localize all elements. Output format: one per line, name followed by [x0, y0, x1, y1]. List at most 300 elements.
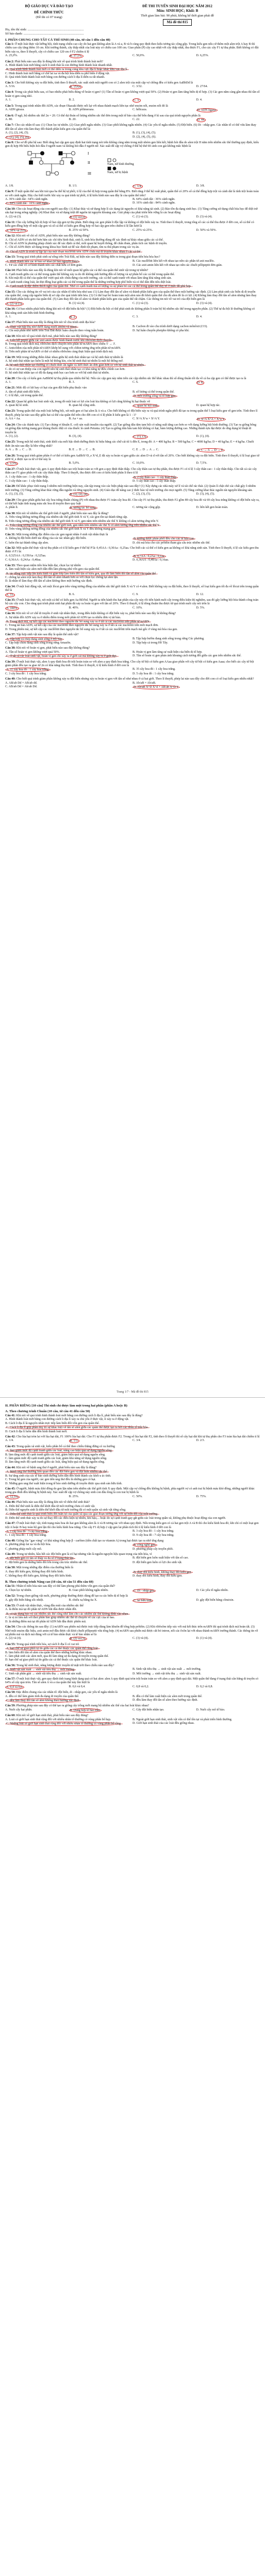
- question-text: Ở một quần thể sau khi trải qua ba thế hệ tự phối, tỉ lệ của thể dị hợp trong quần thể bằng 8%. Biết rằng ở thế hệ xuất phát, quần thể có 20% số cá thể đồng hợp trội và cánh dài là tính trội hoàn toàn so với cánh ngắn. Hãy cho biết trước khi xảy ra quá trình tự phối, tỉ lệ kiểu hình nào sau đây là của quần thể trên?: [5, 190, 259, 197]
- answer-option: [132, 118, 196, 122]
- question-stem: [5, 585, 260, 593]
- answer-option-text: D. 3/8.: [196, 184, 205, 188]
- question-text: Khi nói về quá trình hình thành loài mới bằng con đường cách li địa lí, phát biểu nào sau đây là đúng?: [16, 1414, 143, 1417]
- answer-option: [69, 98, 133, 103]
- answer-option-text: D. Giới hạn sinh thái của các loài đều giống nhau.: [132, 1722, 195, 1725]
- answer-option-text: B. 3.: [69, 381, 75, 384]
- question-item: [5, 105, 260, 113]
- answer-option: [132, 54, 196, 58]
- answer-option: [5, 537, 132, 541]
- answer-option-text: C. 6.: [132, 381, 139, 384]
- question-number: Câu 4:: [5, 91, 14, 94]
- answer-option: [5, 239, 260, 242]
- answer-option-text: D. Môi trường → sinh vật tiêu thụ → sinh vật sản xuất.: [132, 1672, 202, 1675]
- answer-option: [5, 1637, 69, 1641]
- answer-option-text-circled: C. Ở tất cả các loài sinh vật, hoán vị gen chỉ xảy ra ở giới cái mà không xảy ra ở giới đực.: [6, 655, 118, 658]
- answer-option: [69, 229, 133, 233]
- answer-option-text-circled: A. 1 cây hoa đỏ : 3 cây hoa trắng.: [6, 1530, 48, 1533]
- answer-options: [5, 476, 260, 484]
- answer-option-text: B. Trong quá trình dịch mã, ribôxôm dịch chuyển trên phân tử mARN theo chiều 5' → 3'.: [5, 343, 116, 346]
- question-item: [5, 356, 260, 376]
- answer-option-text: D. đều làm thay đổi tần số alen theo hướng xác định.: [132, 1699, 198, 1702]
- question-item: [5, 440, 260, 452]
- answer-option: [69, 85, 133, 89]
- question-item: [5, 499, 260, 511]
- question-number: Câu 50:: [5, 1566, 16, 1570]
- question-item: [5, 1522, 260, 1538]
- answer-option-text: C. Trong hệ gen của người, các gen tiền ung thư đều là những gen có hại.: [5, 1478, 96, 1482]
- answer-option-text: B. làm biến đổi tần số alen của quần thể theo những hướng khác nhau.: [5, 1651, 92, 1654]
- answer-option-text-circled: A. làm giảm mức độ cạnh tranh giữa các loài, nâng cao hiệu quả sử dụng nguồn sống.: [6, 1449, 113, 1453]
- question-stem: [5, 660, 260, 668]
- answer-option-text-circled: B. Dung hợp tế bào trần.: [70, 1708, 101, 1712]
- question-text: Ở người, bệnh máu khó đông do gen lặn nằm trên nhiễm sắc thể giới tính X quy định. Một cặp vợ chồng đều không bị bệnh, phía người vợ có anh trai bị bệnh máu khó đông, những người khác trong gia đình đều không bị bệnh này. Xác suất để cặp vợ chồng này sinh con đầu lòng là con trai bị bệnh là: [5, 1487, 255, 1495]
- question-item: [5, 308, 260, 319]
- answer-option: [5, 1658, 260, 1662]
- answer-option: [5, 67, 260, 72]
- answer-option: [132, 1439, 196, 1443]
- answer-options: [5, 229, 260, 233]
- question-item: [5, 1445, 260, 1465]
- answer-option-text: C. làm giảm mức độ cạnh tranh giữa các loài, giảm khả năng sử dụng nguồn sống.: [5, 1457, 107, 1461]
- answer-options: [5, 131, 260, 140]
- answer-option-text: B. 20.: [69, 117, 77, 121]
- question-text: Cho biết không xảy ra đột biến, tính theo lí thuyết, xác suất sinh một người con có 2 alen trội của một cặp vợ chồng đều có kiểu gen AaBbDd là: [14, 81, 193, 84]
- answer-option-text: B. 5,0%.: [69, 462, 80, 465]
- answer-option: [5, 131, 132, 135]
- answer-option: [196, 462, 260, 466]
- answer-option: [132, 1722, 260, 1726]
- answer-option: [5, 593, 69, 597]
- answer-option: [132, 480, 260, 483]
- question-stem: [5, 633, 260, 637]
- answer-option: [5, 1672, 132, 1676]
- question-item: [5, 633, 260, 645]
- answer-option-text: A. AA × Aa.: [5, 417, 21, 421]
- answer-option: [69, 1589, 133, 1593]
- answer-option: [5, 260, 132, 264]
- answer-option: [132, 131, 260, 135]
- question-text: Để khắc phục tình trạng ô nhiễm môi trường hiện nay, cần tập trung vào các biện pháp nào sau đây? (1) Xây dựng các nhà máy xử lí và tái chế rác thải. (2) Quản lí chặt chẽ các chất gây ô nhiễm môi trường. (3) Tăng cường khai thác rừng đầu nguồn và rừng nguyên sinh. (4) Giáo dục để nâng cao ý thức bảo vệ môi trường cho mọi người. (5) Tăng cường khai thác nguồn tài nguyên khoáng sản.: [5, 485, 256, 492]
- answer-option: [5, 1418, 260, 1421]
- question-number: Câu 13:: [5, 256, 16, 259]
- answer-option: [5, 1461, 260, 1464]
- question-text: Trong quần xã sinh vật, kiểu phân bố cá thể theo chiều thẳng đứng có xu hướng: [16, 1445, 115, 1448]
- question-stem: [5, 114, 260, 118]
- answer-option-text: C. (2), (3), (5).: [132, 493, 151, 496]
- answer-option-text: A. ADN giraza.: [5, 108, 25, 112]
- question-text: Nhân tố tiến hóa nào sau đây có thể làm phong phú thêm vốn gen của quần thể?: [16, 1585, 115, 1588]
- answer-options: [5, 325, 260, 333]
- answer-option-text-circled: B. 0,7AA : 0,2Aa : 0,1aa.: [134, 554, 165, 558]
- answer-option: [5, 184, 69, 189]
- question-text: Cho sơ đồ phả hệ sau: Biết rằng hai cặp gen quy định hai tính trạng nói trên không cùng nằm trong một nhóm gen liên kết; bệnh hói đầu do alen trội H nằm trên nhiễm sắc thể thường quy định, kiểu gen dị hợp Hh biểu hiện hói đầu ở người nam và không hói đầu ở người nữ. Xác suất để cặp vợ chồng ở thế hệ thứ III sinh con gái không mắc bệnh là: [5, 141, 259, 148]
- section-standard: A. Theo chương trình Chuẩn (10 câu, từ câu 41 đến câu 50): [5, 1410, 90, 1413]
- question-text: Phát biểu nào sau đây là đúng khi nói về mối quan hệ giữa các cá thể của quần thể sinh vật trong tự nhiên?: [16, 269, 148, 273]
- question-item: [5, 1595, 260, 1603]
- legend-normal: [107, 158, 134, 166]
- answer-option-text: A. không bị đột biến dưới tác động của các tác nhân gây đột biến.: [5, 537, 87, 540]
- question-item: [5, 423, 260, 439]
- question-text: Cho cây có kiểu gen AaBbDd tự thụ phấn qua nhiều thế hệ. Nếu các cặp gen này nằm trên các cặp nhiễm sắc thể khác nhau thì số dòng thuần tối đa về cả ba cặp gen có thể được tạo ra là: [16, 377, 246, 380]
- answer-option: [196, 606, 260, 611]
- question-item: [5, 60, 260, 80]
- question-number: Câu 17:: [5, 321, 16, 325]
- answer-options: [5, 1556, 260, 1565]
- answer-option-text-circled: A. 100%.: [6, 606, 18, 610]
- question-stem: [5, 377, 260, 381]
- answer-option: [132, 1574, 260, 1578]
- question-number: Câu 56:: [5, 1664, 16, 1667]
- question-number: Câu 39:: [5, 660, 16, 664]
- answer-option-text-circled: B. (1), (2), (4).: [70, 493, 88, 497]
- answer-option-text-circled: B. (2) và (3).: [70, 1637, 86, 1641]
- answer-option: [5, 616, 260, 620]
- question-number: Câu 32:: [5, 547, 16, 550]
- answer-option-text: D. Tần số hoán vị gen phản ánh khoảng cách tương đối giữa các gen trên nhiễm sắc thể.: [132, 654, 242, 658]
- answer-option: [5, 1668, 132, 1672]
- answer-options: [5, 1668, 260, 1676]
- answer-option-text: D. Diễn thế sinh thái xảy ra do sự thay đổi các điều kiện tự nhiên, khí hậu,... hoặc do sự cạnh tranh gay gắt giữa các loài trong quần xã, không phụ thuộc hoạt động của con người.: [5, 1516, 226, 1520]
- answer-option: [5, 572, 260, 576]
- answer-options: [5, 537, 260, 545]
- answer-option-text: D. Các yếu tố ngẫu nhiên.: [196, 1588, 228, 1592]
- answer-options: [5, 616, 260, 632]
- answer-option: [196, 85, 260, 89]
- answer-option: [5, 554, 132, 558]
- answer-option-text: B. Aa × aa.: [69, 417, 83, 421]
- answer-options: [5, 184, 260, 189]
- answer-option: [69, 404, 133, 408]
- answer-option: [69, 1637, 133, 1641]
- answer-option-text: C. 1 cây hoa đỏ : 1 cây hoa trắng.: [5, 1534, 47, 1537]
- question-text: Ở ngô, bộ nhiễm sắc thể 2n = 20. Có thể dự đoán số lượng nhiễm sắc thể đơn trong một tế bào của thể bốn đang ở kì sau của quá trình nguyên phân là: [14, 114, 201, 117]
- answer-option-text: B. Tập hợp bướm đang sinh sống trong rừng Cúc phương.: [132, 637, 205, 640]
- answer-options: [5, 391, 260, 399]
- answer-option: [5, 350, 260, 354]
- answer-option-text-circled: B. hệ sinh thái nhân tạo thường có chuỗi thức ăn ngắn và lưới thức ăn đơn giản hơn so với hệ sinh thái tự nhiên.: [6, 364, 145, 367]
- answer-option: [132, 448, 196, 452]
- answer-option: [5, 1439, 69, 1443]
- pedigree-gen-3: III: [88, 171, 91, 176]
- answer-option: [69, 118, 133, 122]
- question-number: Câu 16:: [5, 308, 16, 311]
- answer-option: [5, 371, 260, 375]
- answer-option: [132, 85, 196, 89]
- answer-option: [132, 1570, 260, 1574]
- answer-options: [5, 682, 260, 690]
- question-list-advanced: [5, 1585, 260, 1726]
- question-stem: [5, 124, 260, 131]
- question-number: Câu 37:: [5, 633, 16, 637]
- pedigree-gen-2: II: [88, 160, 90, 165]
- answer-option: [196, 1495, 260, 1499]
- question-stem: [5, 60, 260, 64]
- answer-option-text: C. 3.: [132, 315, 139, 318]
- answer-option: [5, 394, 132, 398]
- answer-option-text-circled: B. Trong dịch mã, sự kết cặp các nuclêôtit theo nguyên tắc bổ sung xảy ra ở tất cả các nuclêôtit trên phân tử mARN.: [6, 620, 151, 623]
- answer-option: [132, 685, 260, 689]
- question-text: Trong các phát biểu sau, có bao nhiêu phát biểu đúng về hoán vị gen? (1) Tần số hoán vị gen không vượt quá 50%. (2) Hoán vị gen làm tăng biến dị tổ hợp. (3) Các gen nằm càng gần nhau thì tần số hoán vị gen càng nhỏ.: [5, 91, 260, 98]
- question-stem: [5, 1466, 260, 1470]
- section-advanced: B. Theo chương trình Nâng cao (10 câu, từ câu 51 đến câu 60): [5, 1580, 94, 1584]
- question-text: Khi nói về cơ chế di truyền ở sinh vật nhân thực, trong điều kiện không có đột biến xảy ra, phát biểu nào sau đây là không đúng?: [16, 612, 176, 616]
- answer-option-text: C. phương pháp nuôi cấy mô.: [5, 1547, 42, 1551]
- answer-option: [196, 417, 260, 421]
- answer-option: [5, 1534, 132, 1537]
- question-item: [5, 547, 260, 563]
- question-item: [5, 124, 260, 140]
- question-number: Câu 1:: [5, 43, 14, 46]
- question-item: [5, 114, 260, 123]
- question-stem: [5, 356, 260, 360]
- question-text: Cho giao phấn giữa hai cây hoa trắng thuần chủng (P) với nhau thu được F1 toàn cây hoa đỏ. Cho cây F1 tự thụ phấn, thu được F2 gồm 89 cây hoa đỏ và 69 cây hoa trắng không có đột biến xảy ra, có thể kết luận tính trạng màu sắc hoa di truyền theo quy luật: [5, 498, 260, 505]
- answer-option: [196, 1439, 260, 1443]
- answer-option: [69, 593, 133, 597]
- question-number: Câu 57:: [5, 1677, 16, 1681]
- answer-option: [196, 302, 260, 306]
- question-number: Câu 21:: [5, 386, 16, 390]
- answer-option-text: B. 3 cây hoa đỏ : 1 cây hoa trắng.: [132, 1529, 174, 1533]
- question-stem: [5, 190, 260, 198]
- answer-option-text: B. Hoán vị gen làm tăng sự xuất hiện của biến dị tổ hợp.: [132, 650, 203, 654]
- answer-option-text: C. 10%.: [132, 606, 143, 609]
- pedigree-chart: [26, 150, 103, 182]
- answer-options: [5, 1543, 260, 1551]
- answer-option: [132, 1637, 196, 1641]
- answer-option: [132, 1708, 196, 1713]
- answer-option: [5, 54, 69, 58]
- answer-option: [132, 215, 196, 219]
- question-item: [5, 208, 260, 219]
- answer-option-text: B. 2.: [69, 98, 75, 102]
- answer-option: [69, 215, 133, 219]
- question-item: [5, 321, 260, 333]
- answer-option-text: A. là điểm mà tại đó phân tử ADN bắt đầu được nhân đôi.: [5, 1608, 77, 1612]
- answer-option-text: C. Hình thành loài mới bằng cơ chế lai xa và đa bội hóa diễn ra phổ biến ở động vật.: [5, 72, 110, 75]
- answer-option-text: B. (1) và (4).: [69, 301, 85, 305]
- answer-option: [5, 1570, 132, 1574]
- answer-option-text: B. (3), (4).: [69, 434, 82, 438]
- answer-option-text: C. Chỉ một phần nhỏ nước trên Trái Đất được luân chuyển theo vòng tuần hoàn.: [5, 329, 104, 333]
- answer-option-text: C. 9.: [132, 592, 139, 596]
- answer-option-text-circled: C. (1), (4), (5), (6).: [6, 135, 30, 139]
- question-number: Câu 54:: [5, 1625, 16, 1629]
- answer-options: [5, 668, 260, 676]
- answer-options: [5, 338, 260, 354]
- answer-options: [5, 118, 260, 122]
- answer-option-text: C. làm phát sinh các alen mới, qua đó làm tăng sự đa dạng di truyền trong quần thể.: [5, 1654, 109, 1658]
- answer-options: [5, 1530, 260, 1538]
- question-stem: [5, 335, 260, 338]
- answer-option: [5, 668, 132, 672]
- question-item: [5, 585, 260, 597]
- answer-option-text: C. Sinh vật phân giải → sinh vật tiêu thụ → sinh vật sản xuất.: [5, 1672, 82, 1675]
- answer-options: [5, 462, 260, 466]
- answer-option: [5, 1548, 132, 1551]
- answer-option-text: D. Quá trình hình thành loài mới bằng con đường cách li địa lí diễn ra rất nhanh.: [5, 76, 105, 79]
- answer-option-text: B. 64% cánh dài : 36% cánh ngắn.: [132, 197, 175, 201]
- section-own: II. PHẦN RIÊNG [10 câu] Thí sinh chỉ được làm một trong hai phần (phần A hoặc B): [5, 1404, 127, 1408]
- answer-option-text: D. 50% và 50%.: [196, 228, 217, 232]
- answer-option: [5, 1647, 260, 1651]
- answer-option: [5, 1453, 260, 1457]
- affected-symbols-icon: [107, 166, 118, 171]
- answer-options: [5, 1685, 260, 1689]
- answer-option-text-circled: B. không được phân phối đều cho các tế bào con.: [134, 537, 195, 541]
- answer-option-text: D. liên kết gen hoàn toàn.: [196, 506, 228, 510]
- answer-options: [5, 198, 260, 206]
- answer-option-text: C. 0,36AA : 0,24Aa : 0,40aa.: [5, 558, 41, 562]
- answer-option-text: A. Chỉ số ADN có ưu thế hơn hẳn các chỉ tiêu hình thái, sinh lí, sinh hóa thường dùng để xác định sự khác nhau giữa các cá thể.: [5, 238, 164, 242]
- question-text: Ở một loài thực vật lưỡng bội, tính trạng chiều cao cây do hai gen không alen là A và a, B và b cùng quy định theo kiểu tương tác cộng gộp. Trong kiểu gen nếu cứ thêm một alen trội A hay B thì chiều cao cây tăng thêm 10 cm. Khi trưởng thành, cây thấp nhất của loài này có chiều cao 100 cm. Giao phấn (P) cây cao nhất với cây thấp nhất, thu được F1, cho các cây F1 tự thụ phấn. Biết không có đột biến xảy ra, theo lí thuyết, cây có chiều cao 120 cm ở F2 chiếm tỉ lệ: [5, 43, 259, 54]
- answer-option: [69, 448, 133, 452]
- answer-option-text-circled: D. C → A → D → E.: [197, 449, 224, 452]
- question-item: [5, 533, 260, 545]
- question-number: Câu 28:: [5, 485, 16, 488]
- answer-option-text-circled: A. Hình thành nên các tế bào sơ khai (tế bào nguyên thủy).: [6, 260, 79, 263]
- answer-option-text: A. hệ sinh thái nhân tạo luôn là một hệ thống kín, còn hệ sinh thái tự nhiên là một hệ thống mở.: [5, 360, 124, 363]
- question-text: Cho các hoạt động của con người sau đây: (1) Khai thác và sử dụng hợp lí các dạng tài nguyên có khả năng tái sinh. (2) Bảo tồn đa dạng sinh học. (3) Tăng cường sử dụng chất hóa học để diệt trừ sâu hại trong nông nghiệp. (4) Khai thác và sử dụng triệt để nguồn tài nguyên khoáng sản. Giải pháp của phát triển bền vững là các hoạt động: [5, 207, 258, 215]
- answer-options: [5, 1637, 260, 1641]
- answer-option-text: D. thay đổi kiểu hình, thay đổi kiểu gen.: [132, 1574, 183, 1578]
- question-item: [5, 141, 260, 189]
- answer-option: [132, 654, 260, 658]
- answer-option: [5, 448, 69, 452]
- answer-option: [69, 417, 133, 421]
- answer-option-text: D. 6,25%.: [196, 54, 209, 58]
- answer-option: [132, 668, 260, 672]
- question-stem: [5, 81, 260, 85]
- answer-option: [5, 368, 260, 371]
- answer-option-text: A. Tần số hoán vị gen không vượt quá 50%.: [5, 650, 60, 654]
- answer-option: [5, 264, 132, 267]
- question-number: Câu 24:: [5, 423, 16, 427]
- answer-option-text: A. (1), (2).: [5, 434, 19, 438]
- answer-option-text: B. 0,6 và 0,4.: [69, 1685, 86, 1688]
- answer-option-text: D. Những gen ung thư xuất hiện trong tế bào sinh dưỡng di truyền được qua sinh sản hữu tính.: [5, 1482, 123, 1485]
- answer-option-text: D. hạn chế sự giao phối tự do giữa các cá thể thuộc các quần thể khác loài.: [5, 1658, 98, 1662]
- answer-option-text: C. (3) và (4).: [132, 1637, 149, 1640]
- answer-option: [196, 381, 260, 385]
- answer-option: [132, 672, 260, 676]
- answer-option: [5, 1495, 69, 1499]
- answer-option: [5, 98, 69, 103]
- exam-title: ĐỀ THI TUYỂN SINH ĐẠI HỌC NĂM 2012: [142, 4, 212, 8]
- question-stem: [5, 1595, 260, 1598]
- answer-option-text-circled: A. Sinh vật sản xuất → sinh vật tiêu thụ → môi trường.: [6, 1668, 75, 1672]
- answer-option-text: A. 1/8.: [5, 184, 14, 188]
- answer-option-text-circled: A. Liên kết peptit giữa các axit amin được hình thành trước khi ribôxôm dịch chuyển.: [6, 338, 112, 342]
- question-stem: [5, 91, 260, 98]
- answer-option-text: C. không thay đổi kiểu gen, không thay đổi kiểu hình.: [5, 1574, 72, 1578]
- question-text: Khi nói về nhiễm sắc thể giới tính ở người, phát biểu nào sau đây là đúng?: [16, 512, 109, 515]
- answer-option: [5, 1543, 132, 1547]
- answer-option-text: D. 27/64.: [196, 85, 208, 89]
- answer-option-text: A. đều có thể làm giảm tính đa dạng di truyền của quần thể.: [5, 1694, 79, 1698]
- exam-header: [5, 4, 260, 26]
- answer-option: [132, 1672, 260, 1676]
- answer-option-text-circled: C. quan hệ hội sinh.: [134, 404, 158, 408]
- answer-option: [132, 98, 196, 103]
- answer-option: [132, 417, 196, 421]
- answer-option-text: D. 0,2 và 0,8.: [196, 1685, 213, 1688]
- answer-option: [5, 568, 260, 571]
- question-item: [5, 468, 260, 484]
- question-item: [5, 1677, 260, 1689]
- answer-options: [5, 360, 260, 376]
- answer-option: [5, 1430, 260, 1434]
- question-text: Cho cây lưỡng bội dị hợp về hai cặp gen tự thụ phấn. Biết rằng các gen phân li độc lập và không có đột biến xảy ra. Tính theo lí thuyết, trong tổng số các cá thể thu được ở đời con, số cá thể có kiểu gen đồng hợp về một cặp gen và số cá thể có kiểu gen đồng hợp về hai cặp gen trên chiếm tỉ lệ lần lượt là: [5, 221, 254, 228]
- answer-option-text-circled: A. 2,5%.: [6, 462, 18, 466]
- answer-option: [132, 435, 196, 439]
- answer-option-text-circled: B. 2 cây thân cao : 1 cây thân thấp.: [134, 476, 177, 479]
- answer-option-text: A. 1.: [5, 315, 11, 318]
- answer-option: [5, 580, 260, 583]
- question-text: Một trong những điểm khác nhau giữa hệ sinh thái nhân tạo và hệ sinh thái tự nhiên là: [16, 355, 123, 359]
- question-number: Câu 46:: [5, 1501, 16, 1504]
- answer-option: [69, 606, 133, 611]
- answer-option-text: D. làm tăng mức độ cạnh tranh giữa các loài, tăng hiệu quả sử dụng nguồn sống.: [5, 1461, 105, 1464]
- question-stem: [5, 221, 260, 229]
- answer-option-text: D. (2), (4), (5), (6).: [132, 135, 156, 139]
- answer-options: [5, 493, 260, 497]
- answer-option: [132, 302, 196, 306]
- ministry-name: BỘ GIÁO DỤC VÀ ĐÀO TẠO: [25, 4, 73, 8]
- answer-option: [5, 417, 69, 421]
- question-list-standard: [5, 1414, 260, 1578]
- answer-option-text: A. (2) và (3).: [5, 215, 22, 218]
- answer-option: [132, 1718, 260, 1722]
- answer-option: [5, 108, 69, 112]
- answer-option: [132, 637, 260, 641]
- answer-option-text: A. (2) và (4).: [5, 1637, 22, 1640]
- header-left: [5, 4, 93, 20]
- answer-option: [196, 118, 260, 122]
- question-item: [5, 1435, 260, 1444]
- answer-option-text: B. đột biến gen luôn xuất hiện với tần số cao.: [132, 1556, 189, 1560]
- question-number: Câu 22:: [5, 400, 16, 403]
- answer-options: [5, 651, 260, 659]
- question-item: [5, 454, 260, 466]
- answer-option-text-circled: C. Diễn thế sinh thái là quá trình biến đổi tuần tự của quần xã qua các giai đoạn tương ứng với sự biến đổi của môi trường.: [6, 1513, 158, 1516]
- question-text: Cho biết quá trình giảm phân không xảy ra đột biến nhưng xảy ra hoán vị gen với tần số như nhau ở cả hai giới. Theo lí thuyết, phép lai nào sau đây cho đời con có số loại kiểu gen nhiều nhất?: [16, 677, 254, 681]
- question-text: Trong quá trình tiến hóa, sự cách li địa lí có vai trò: [16, 1642, 79, 1646]
- answer-option-text-circled: D. 8.: [197, 381, 204, 385]
- question-number: Câu 29:: [5, 498, 16, 502]
- answer-option-text: C. 3 cây thân cao : 1 cây thân thấp.: [5, 479, 49, 483]
- answer-option: [5, 85, 69, 89]
- answer-options: [5, 108, 260, 112]
- question-text: Trong quá trình phát sinh sự sống trên Trái Đất, sự kiện nào sau đây không diễn ra trong giai đoạn tiến hóa hóa học?: [16, 256, 160, 259]
- question-text: Cho các thông tin sau đây: (1) mARN sau phiên mã được trực tiếp dùng làm khuôn để tổng hợp prôtêin. (2) Khi ribôxôm tiếp xúc với mã kết thúc trên mARN thì quá trình dịch mã hoàn tất. (3) Nhờ một enzim đặc hiệu, axit amin mở đầu được cắt khỏi chuỗi pôlipeptit vừa tổng hợp. (4) mARN sau phiên mã được cắt bỏ intron, nối các êxôn lại với nhau thành mARN trưởng thành. Các thông tin về sự phiên mã và dịch mã đúng với cả tế bào nhân thực và tế bào nhân sơ là: [5, 1625, 258, 1636]
- answer-option: [5, 641, 132, 645]
- answer-options: [5, 215, 260, 219]
- answer-option-text-circled: B. Quá trình hình thành loài mới có thể diễn ra trong cùng khu vực địa lí hoặc khác khu vực địa lí.: [6, 68, 128, 72]
- question-stem: [5, 43, 260, 54]
- answer-option-text: A. Diễn thế thứ sinh là diễn thế khởi đầu từ môi trường chưa có sinh vật.: [5, 1504, 95, 1508]
- answer-option: [132, 391, 260, 394]
- question-text: Tập hợp sinh vật nào sau đây là quần thể sinh vật?: [16, 633, 79, 637]
- answer-option: [5, 277, 260, 280]
- answer-option: [5, 558, 132, 562]
- answer-options: [5, 1718, 260, 1726]
- answer-options: [5, 1708, 260, 1713]
- question-stem: [5, 468, 260, 476]
- answer-option: [132, 201, 260, 206]
- question-number: Câu 20:: [5, 377, 16, 380]
- answer-option: [5, 302, 69, 306]
